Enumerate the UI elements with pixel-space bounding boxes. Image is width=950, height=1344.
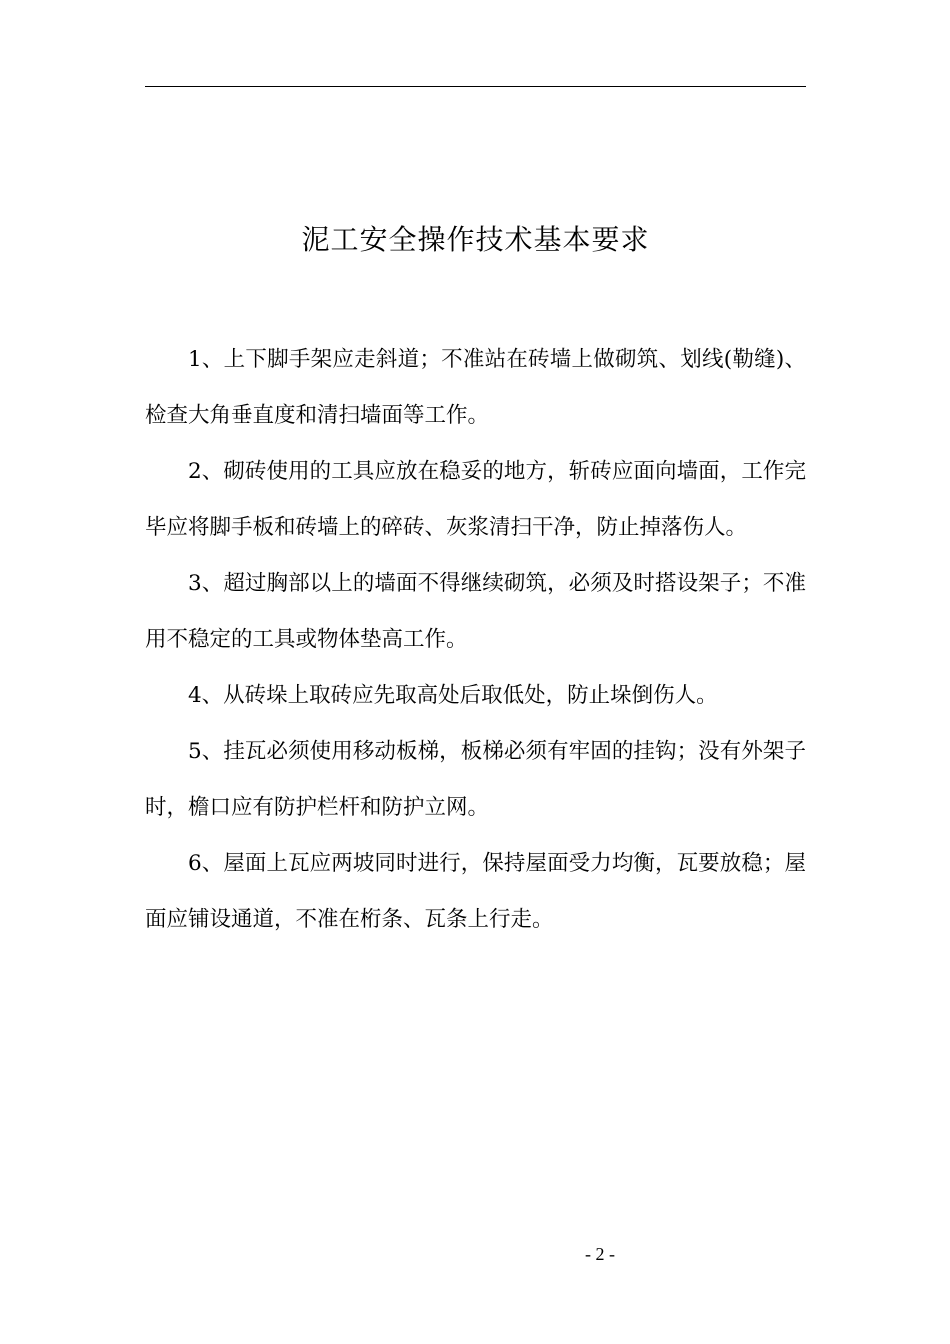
rule-paragraph-1: 1、上下脚手架应走斜道；不准站在砖墙上做砌筑、划线(勒缝)、检查大角垂直度和清扫墙面等工作。 <box>145 347 806 428</box>
rule-paragraph-4: 4、从砖垛上取砖应先取高处后取低处，防止垛倒伤人。 <box>188 683 718 708</box>
document-title: 泥工安全操作技术基本要求 <box>301 223 650 256</box>
header-rule <box>145 86 806 87</box>
page-number: - 2 - <box>585 1244 615 1264</box>
rule-paragraph-3: 3、超过胸部以上的墙面不得继续砌筑，必须及时搭设架子；不准用不稳定的工具或物体垫高工作。 <box>145 571 806 652</box>
rule-paragraph-6: 6、屋面上瓦应两坡同时进行，保持屋面受力均衡，瓦要放稳；屋面应铺设通道，不准在桁条、瓦条上行走。 <box>145 851 806 932</box>
rule-paragraph-2: 2、砌砖使用的工具应放在稳妥的地方，斩砖应面向墙面，工作完毕应将脚手板和砖墙上的碎砖、灰浆清扫干净，防止掉落伤人。 <box>145 459 806 540</box>
document-body <box>145 332 806 948</box>
rule-paragraph-5: 5、挂瓦必须使用移动板梯，板梯必须有牢固的挂钩；没有外架子时，檐口应有防护栏杆和防护立网。 <box>145 739 806 820</box>
